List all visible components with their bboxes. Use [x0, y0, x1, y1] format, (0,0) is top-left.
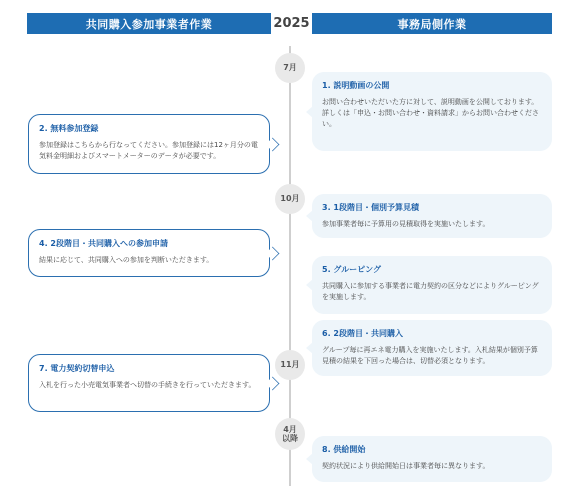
step-3-box	[312, 194, 552, 238]
step-2-title: 2. 無料参加登録	[39, 124, 99, 133]
step-5-text: 共同購入に参加する事業者に電力契約の区分などによりグルーピングを実施します。	[322, 282, 539, 302]
month-marker-november	[275, 350, 305, 380]
month-marker-label: 7月	[283, 63, 297, 73]
step-4-text: 結果に応じて、共同購入への参加を判断いただきます。	[39, 256, 214, 265]
step-5-title: 5. グルーピング	[322, 265, 381, 274]
secretariat-tasks-header	[312, 13, 552, 34]
step-4-box	[28, 229, 270, 277]
secretariat-tasks-header-label: 事務局側作業	[397, 17, 467, 31]
month-marker-label-line2: 以降	[282, 434, 298, 443]
step-7-text: 入札を行った小売電気事業者へ切替の手続きを行っていただきます。	[39, 381, 256, 390]
step-6-box	[312, 320, 552, 376]
step-8-text: 契約状況により供給開始日は事業者毎に異なります。	[322, 462, 490, 471]
month-marker-april-onward	[275, 418, 305, 450]
step-7-box	[28, 354, 270, 412]
participant-tasks-header-label: 共同購入参加事業者作業	[85, 17, 213, 31]
step-3-text: 参加事業者毎に予算用の見積取得を実施いたします。	[322, 220, 490, 229]
month-marker-july	[275, 53, 305, 83]
step-6-title: 6. 2段階目・共同購入	[322, 329, 403, 338]
step-3-title: 3. 1段階目・個別予算見積	[322, 203, 419, 212]
step-2-text: 参加登録はこちらから行なってください。参加登録には12ヶ月分の電気料金明細およびスマートメーターのデータが必要です。	[39, 141, 258, 161]
participant-tasks-header	[27, 13, 271, 34]
step-2-box	[28, 114, 270, 174]
month-marker-label-line1: 4月	[283, 424, 297, 434]
step-1-box	[312, 72, 552, 151]
step-7-title: 7. 電力契約切替申込	[39, 364, 115, 373]
step-5-box	[312, 256, 552, 314]
step-1-title: 1. 説明動画の公開	[322, 81, 390, 90]
step-6-text: グループ毎に再エネ電力購入を実施いたします。入札結果が個別予算見積の結果を下回った場合は、切替必須となります。	[322, 346, 538, 366]
step-8-box	[312, 436, 552, 482]
year-label: 2025	[273, 16, 310, 31]
step-4-title: 4. 2段階目・共同購入への参加申請	[39, 239, 168, 248]
step-8-title: 8. 供給開始	[322, 445, 366, 454]
step-1-text: お問い合わせいただいた方に対して、説明動画を公開しております。詳しくは「申込・お問い合わせ・資料請求」からお問い合わせください。	[322, 98, 539, 129]
month-marker-label: 11月	[280, 360, 300, 370]
month-marker-label: 10月	[280, 194, 300, 204]
month-marker-october	[275, 184, 305, 214]
